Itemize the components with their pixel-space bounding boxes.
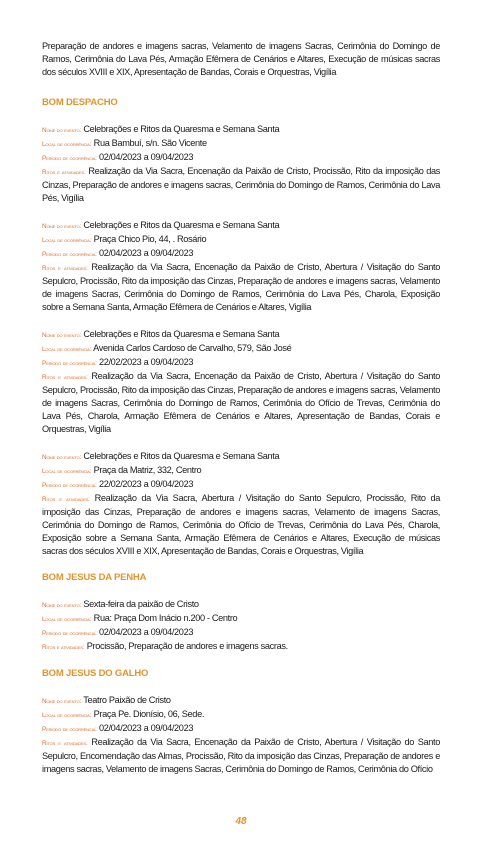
entry-rites-line [42, 640, 440, 654]
field-label: Ritos e atividades: [42, 169, 86, 176]
entry-period-line [42, 478, 440, 492]
field-label: Ritos e atividades: [42, 740, 88, 747]
event-entry [42, 598, 440, 654]
field-value: Celebrações e Ritos da Quaresma e Semana Santa [83, 124, 280, 134]
event-entry [42, 450, 440, 558]
field-label: Período de ocorrência: [42, 726, 97, 733]
field-value: Realização da Via Sacra, Encenação da Paixão de Cristo, Procissão, Rito da imposição das Cinzas, Preparação de andores e imagens sacras, Cerimônia do Domingo de Ramos, Cerimônia do Lava Pés, Vigília [42, 166, 440, 203]
entry-rites-line [42, 370, 440, 436]
entry-place-line [42, 233, 440, 247]
field-value: Sexta-feira da paixão de Cristo [83, 599, 199, 609]
field-label: Ritos e atividades: [42, 496, 90, 503]
city-section [42, 97, 440, 558]
field-label: Ritos e atividades: [42, 265, 88, 272]
entry-event-line [42, 328, 440, 342]
field-value: Rua Bambuí, s/n. São Vicente [93, 138, 207, 148]
field-value: Realização da Via Sacra, Encenação da Paixão de Cristo, Abertura / Visitação do Santo Sepulcro, Procissão, Rito da imposição das Cinzas, Preparação de andores e imagens sacras, Velamento de imagens Sacras, Cerimônia do Domingo de Ramos, Cerimônia do Ofício de Trevas, Cerimônia do Lava Pés, Charola, Armação Efêmera de Cenários e Altares, Apresentação de Bandas, Corais e Orquestras, Vigília [42, 371, 441, 434]
field-value: Procissão, Preparação de andores e imagens sacras. [86, 641, 288, 651]
field-label: Local de ocorrência: [42, 237, 92, 244]
entry-place-line [42, 708, 440, 722]
field-label: Nome do evento: [42, 332, 82, 339]
entry-period-line [42, 722, 440, 736]
field-label: Nome do evento: [42, 127, 82, 134]
entry-period-line [42, 356, 440, 370]
entry-event-line [42, 694, 440, 708]
field-label: Ritos e atividades: [42, 644, 85, 651]
field-value: Praça da Matriz, 332, Centro [93, 465, 202, 475]
intro-paragraph: Preparação de andores e imagens sacras, Velamento de imagens Sacras, Cerimônia do Domingo de Ramos, Cerimônia do Lava Pés, Armação Efêmera de Cenários e Altares, Execução de músicas sacras dos séculos XVIII e XIX, Apresentação de Bandas, Corais e Orquestras, Vigília [42, 41, 440, 77]
field-label: Local de ocorrência: [42, 616, 92, 623]
field-value: Rua: Praça Dom Inácio n.200 - Centro [93, 613, 238, 623]
city-title: BOM JESUS DO GALHO [42, 668, 149, 679]
entry-rites-line [42, 261, 440, 314]
entry-event-line [42, 598, 440, 612]
field-label: Nome do evento: [42, 223, 82, 230]
entry-event-line [42, 450, 440, 464]
field-label: Período de ocorrência: [42, 155, 97, 162]
event-entry [42, 328, 440, 436]
document-page [42, 40, 440, 790]
field-value: Avenida Carlos Cardoso de Carvalho, 579, São José [93, 343, 292, 353]
entry-rites-line [42, 165, 440, 205]
event-entry [42, 694, 440, 776]
field-label: Nome do evento: [42, 454, 82, 461]
field-label: Ritos e atividades: [42, 374, 88, 381]
field-label: Período de ocorrência: [42, 482, 97, 489]
field-label: Período de ocorrência: [42, 360, 97, 367]
field-value: Realização da Via Sacra, Encenação da Paixão de Cristo, Abertura / Visitação do Santo Sepulcro, Procissão, Rito da imposição das Cinzas, Preparação de andores e imagens sacras, Velamento de imagens Sacras, Cerimônia do Domingo de Ramos, Cerimônia do Lava Pés, Charola, Exposição sobre a Semana Santa, Armação Efêmera de Cenários e Altares, Vigília [42, 262, 441, 312]
entry-event-line [42, 123, 440, 137]
entry-period-line [42, 626, 440, 640]
field-value: Teatro Paixão de Cristo [83, 695, 171, 705]
field-label: Local de ocorrência: [42, 468, 92, 475]
field-label: Nome do evento: [42, 602, 82, 609]
entry-rites-line [42, 736, 440, 776]
field-value: Praça Chico Pio, 44, . Rosário [93, 234, 207, 244]
sections-container [42, 97, 440, 776]
field-value: 02/04/2023 a 09/04/2023 [98, 627, 194, 637]
entry-event-line [42, 219, 440, 233]
field-label: Local de ocorrência: [42, 346, 92, 353]
page-number: 48 [235, 816, 247, 827]
field-label: Período de ocorrência: [42, 630, 97, 637]
field-label: Período de ocorrência: [42, 251, 97, 258]
event-entry [42, 123, 440, 205]
field-label: Local de ocorrência: [42, 712, 92, 719]
field-value: 22/02/2023 a 09/04/2023 [98, 479, 194, 489]
field-value: 22/02/2023 a 09/04/2023 [98, 357, 194, 367]
city-section [42, 668, 440, 776]
field-value: Realização da Via Sacra, Abertura / Visitação do Santo Sepulcro, Procissão, Rito da imposição das Cinzas, Preparação de andores e imagens sacras, Velamento de imagens Sacras, Cerimônia do Domingo de Ramos, Cerimônia do Ofício de Trevas, Cerimônia do Lava Pés, Charola, Exposição sobre a Semana Santa, Armação Efêmera de Cenários e Altares, Execução de músicas sacras dos séculos XVIII e XIX, Apresentação de Bandas, Corais e Orquestras, Vigília [42, 493, 441, 556]
entry-place-line [42, 612, 440, 626]
field-label: Nome do evento: [42, 698, 82, 705]
entry-period-line [42, 247, 440, 261]
city-title: BOM DESPACHO [42, 97, 118, 108]
entry-place-line [42, 342, 440, 356]
event-entry [42, 219, 440, 314]
field-value: Praça Pe. Dionísio, 06, Sede. [93, 709, 205, 719]
entry-place-line [42, 137, 440, 151]
field-value: 02/04/2023 a 09/04/2023 [98, 248, 194, 258]
city-title: BOM JESUS DA PENHA [42, 572, 147, 583]
entry-rites-line [42, 492, 440, 558]
city-section [42, 572, 440, 654]
entry-place-line [42, 464, 440, 478]
entry-period-line [42, 151, 440, 165]
field-value: Celebrações e Ritos da Quaresma e Semana Santa [83, 329, 280, 339]
field-label: Local de ocorrência: [42, 141, 92, 148]
field-value: Celebrações e Ritos da Quaresma e Semana Santa [83, 451, 280, 461]
field-value: Realização da Via Sacra, Encenação da Paixão de Cristo, Abertura / Visitação do Santo Sepulcro, Encomendação das Almas, Procissão, Rito da imposição das Cinzas, Preparação de andores e imagens sacras, Velamento de imagens Sacras, Cerimônia do Domingo de Ramos, Cerimônia do Ofício [42, 737, 441, 774]
field-value: Celebrações e Ritos da Quaresma e Semana Santa [83, 220, 280, 230]
field-value: 02/04/2023 a 09/04/2023 [98, 152, 194, 162]
field-value: 02/04/2023 a 09/04/2023 [98, 723, 194, 733]
